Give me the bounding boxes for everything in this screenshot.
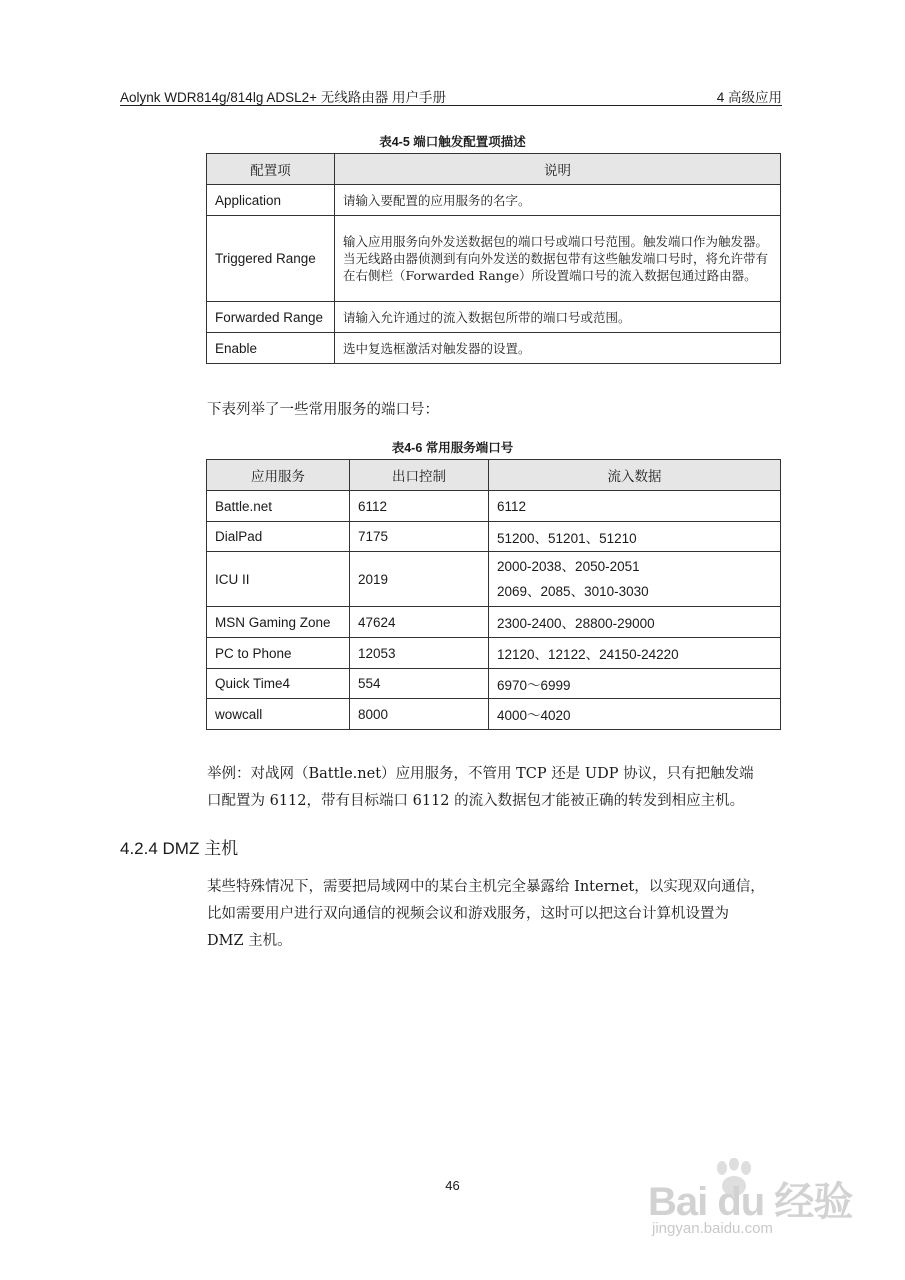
column-header: 出口控制 <box>350 460 489 491</box>
config-description: 选中复选框激活对触发器的设置。 <box>335 333 781 364</box>
service-name: MSN Gaming Zone <box>207 607 350 638</box>
dmz-line: DMZ 主机。 <box>207 933 292 949</box>
table-row <box>207 333 781 364</box>
table-header-row <box>207 460 781 491</box>
outbound-port: 47624 <box>350 607 489 638</box>
service-name: Quick Time4 <box>207 669 350 699</box>
table-intro-text: 下表列举了一些常用服务的端口号： <box>207 402 439 418</box>
outbound-port: 8000 <box>350 699 489 730</box>
config-item: Application <box>207 185 335 216</box>
table-row <box>207 491 781 522</box>
table-row <box>207 607 781 638</box>
watermark-url: jingyan.baidu.com <box>652 1220 773 1237</box>
header-title: Aolynk WDR814g/814lg ADSL2+ 无线路由器 用户手册 <box>120 90 446 105</box>
dmz-paragraph <box>207 874 783 955</box>
outbound-port: 554 <box>350 669 489 699</box>
baidu-jingyan-watermark <box>640 1158 860 1248</box>
header-chapter: 4 高级应用 <box>716 90 782 105</box>
table-row <box>207 669 781 699</box>
config-item: Enable <box>207 333 335 364</box>
port-trigger-config-table <box>206 153 781 364</box>
example-line: 举例：对战网（Battle.net）应用服务，不管用 TCP 还是 UDP 协议，只有把触发端 <box>207 766 754 782</box>
config-description: 请输入允许通过的流入数据包所带的端口号或范围。 <box>335 302 781 333</box>
column-header: 说明 <box>335 154 781 185</box>
config-description: 输入应用服务向外发送数据包的端口号或端口号范围。触发端口作为触发器。当无线路由器侦测到有向外发送的数据包带有这些触发端口号时，将允许带有在右侧栏（Forwarded Range）所设置端口号的流入数据包通过路由器。 <box>335 216 781 302</box>
service-name: ICU II <box>207 552 350 607</box>
table-row <box>207 552 781 607</box>
service-name: DialPad <box>207 522 350 552</box>
table-row <box>207 638 781 669</box>
config-item: Forwarded Range <box>207 302 335 333</box>
config-description: 请输入要配置的应用服务的名字。 <box>335 185 781 216</box>
dmz-line: 比如需要用户进行双向通信的视频会议和游戏服务，这时可以把这台计算机设置为 <box>207 906 729 922</box>
table-row <box>207 185 781 216</box>
inbound-ports: 6970～6999 <box>489 669 781 699</box>
inbound-ports: 12120、12122、24150-24220 <box>489 638 781 669</box>
column-header: 配置项 <box>207 154 335 185</box>
table-4-6-caption: 表4-6 常用服务端口号 <box>391 441 514 455</box>
inbound-ports: 4000～4020 <box>489 699 781 730</box>
example-line: 口配置为 6112，带有目标端口 6112 的流入数据包才能被正确的转发到相应主机。 <box>207 793 745 809</box>
inbound-ports-line: 2000-2038、2050-2051 <box>497 559 640 574</box>
section-heading: 4.2.4 DMZ 主机 <box>120 839 239 858</box>
inbound-ports: 2300-2400、28800-29000 <box>489 607 781 638</box>
page-number: 46 <box>445 1178 460 1193</box>
inbound-ports: 51200、51201、51210 <box>489 522 781 552</box>
outbound-port: 2019 <box>350 552 489 607</box>
watermark-brand: Bai du 经验 <box>648 1180 853 1224</box>
table-row <box>207 302 781 333</box>
column-header: 应用服务 <box>207 460 350 491</box>
inbound-ports-line: 2069、2085、3010-3030 <box>497 584 649 599</box>
table-row <box>207 216 781 302</box>
table-row <box>207 699 781 730</box>
example-paragraph <box>207 761 783 815</box>
dmz-line: 某些特殊情况下，需要把局域网中的某台主机完全暴露给 Internet，以实现双向通信， <box>207 879 765 895</box>
table-row <box>207 522 781 552</box>
service-name: Battle.net <box>207 491 350 522</box>
common-service-ports-table <box>206 459 781 730</box>
config-item: Triggered Range <box>207 216 335 302</box>
service-name: wowcall <box>207 699 350 730</box>
inbound-ports: 6112 <box>489 491 781 522</box>
table-4-5-caption: 表4-5 端口触发配置项描述 <box>379 135 526 149</box>
column-header: 流入数据 <box>489 460 781 491</box>
outbound-port: 6112 <box>350 491 489 522</box>
inbound-ports <box>489 552 781 607</box>
outbound-port: 7175 <box>350 522 489 552</box>
service-name: PC to Phone <box>207 638 350 669</box>
outbound-port: 12053 <box>350 638 489 669</box>
table-header-row <box>207 154 781 185</box>
page-header <box>120 86 782 106</box>
